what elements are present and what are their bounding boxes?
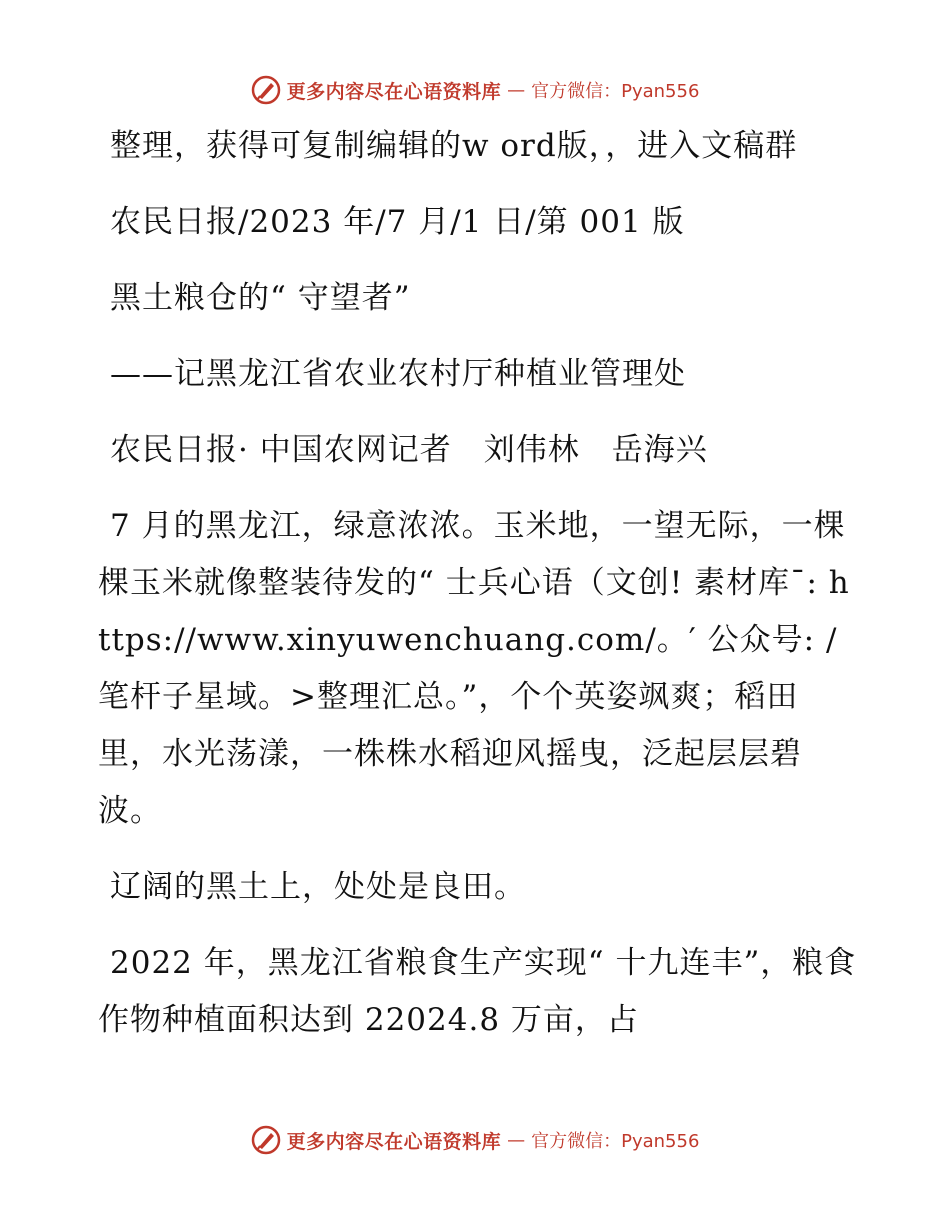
paragraph-body-1-text: 7 月的黑龙江，绿意浓浓。玉米地，一望无际，一棵棵玉米就像整装待发的“ 士兵心语（文创! 素材库¯: https://www.xinyuwenchuang.com/。′ 公众号: /笔杆子星域。>整理汇总。”，个个英姿飒爽；稻田里，水光荡漾，一株株水稻迎风摇曳，泛起层层碧波。	[98, 508, 850, 829]
paragraph-source	[98, 194, 858, 251]
footer-banner-separator: —	[507, 1129, 526, 1151]
article-title	[98, 270, 858, 327]
paragraph-intro-text: 整理，获得可复制编辑的w ord版，，进入文稿群	[110, 128, 798, 164]
header-banner-text: 更多内容尽在心语资料库	[286, 80, 502, 103]
paragraph-body-2-text: 辽阔的黑土上，处处是良田。	[110, 869, 526, 905]
paragraph-intro	[98, 118, 858, 175]
article-subtitle-text: ——记黑龙江省农业农村厅种植业管理处	[110, 356, 686, 392]
paragraph-body-1	[98, 498, 858, 840]
quill-logo-icon	[251, 75, 281, 105]
paragraph-body-2	[98, 859, 858, 916]
footer-banner-text: 更多内容尽在心语资料库	[286, 1130, 502, 1153]
header-watermark-banner	[0, 70, 950, 110]
header-banner-account: 官方微信：Pyan556	[531, 81, 700, 102]
footer-banner-account: 官方微信：Pyan556	[531, 1131, 700, 1152]
article-byline	[98, 422, 858, 479]
paragraph-body-3-text: 2022 年，黑龙江省粮食生产实现“ 十九连丰”，粮食作物种植面积达到 22024.8 万亩，占	[98, 945, 857, 1038]
document-body	[98, 118, 858, 1068]
footer-watermark-banner	[0, 1120, 950, 1160]
paragraph-source-text: 农民日报/2023 年/7 月/1 日/第 001 版	[110, 204, 685, 240]
article-title-text: 黑土粮仓的“ 守望者”	[110, 280, 411, 316]
quill-logo-icon	[251, 1125, 281, 1155]
header-banner-separator: —	[507, 79, 526, 101]
paragraph-body-3	[98, 935, 858, 1049]
article-byline-text: 农民日报· 中国农网记者 刘伟林 岳海兴	[110, 432, 708, 468]
article-subtitle	[98, 346, 858, 403]
